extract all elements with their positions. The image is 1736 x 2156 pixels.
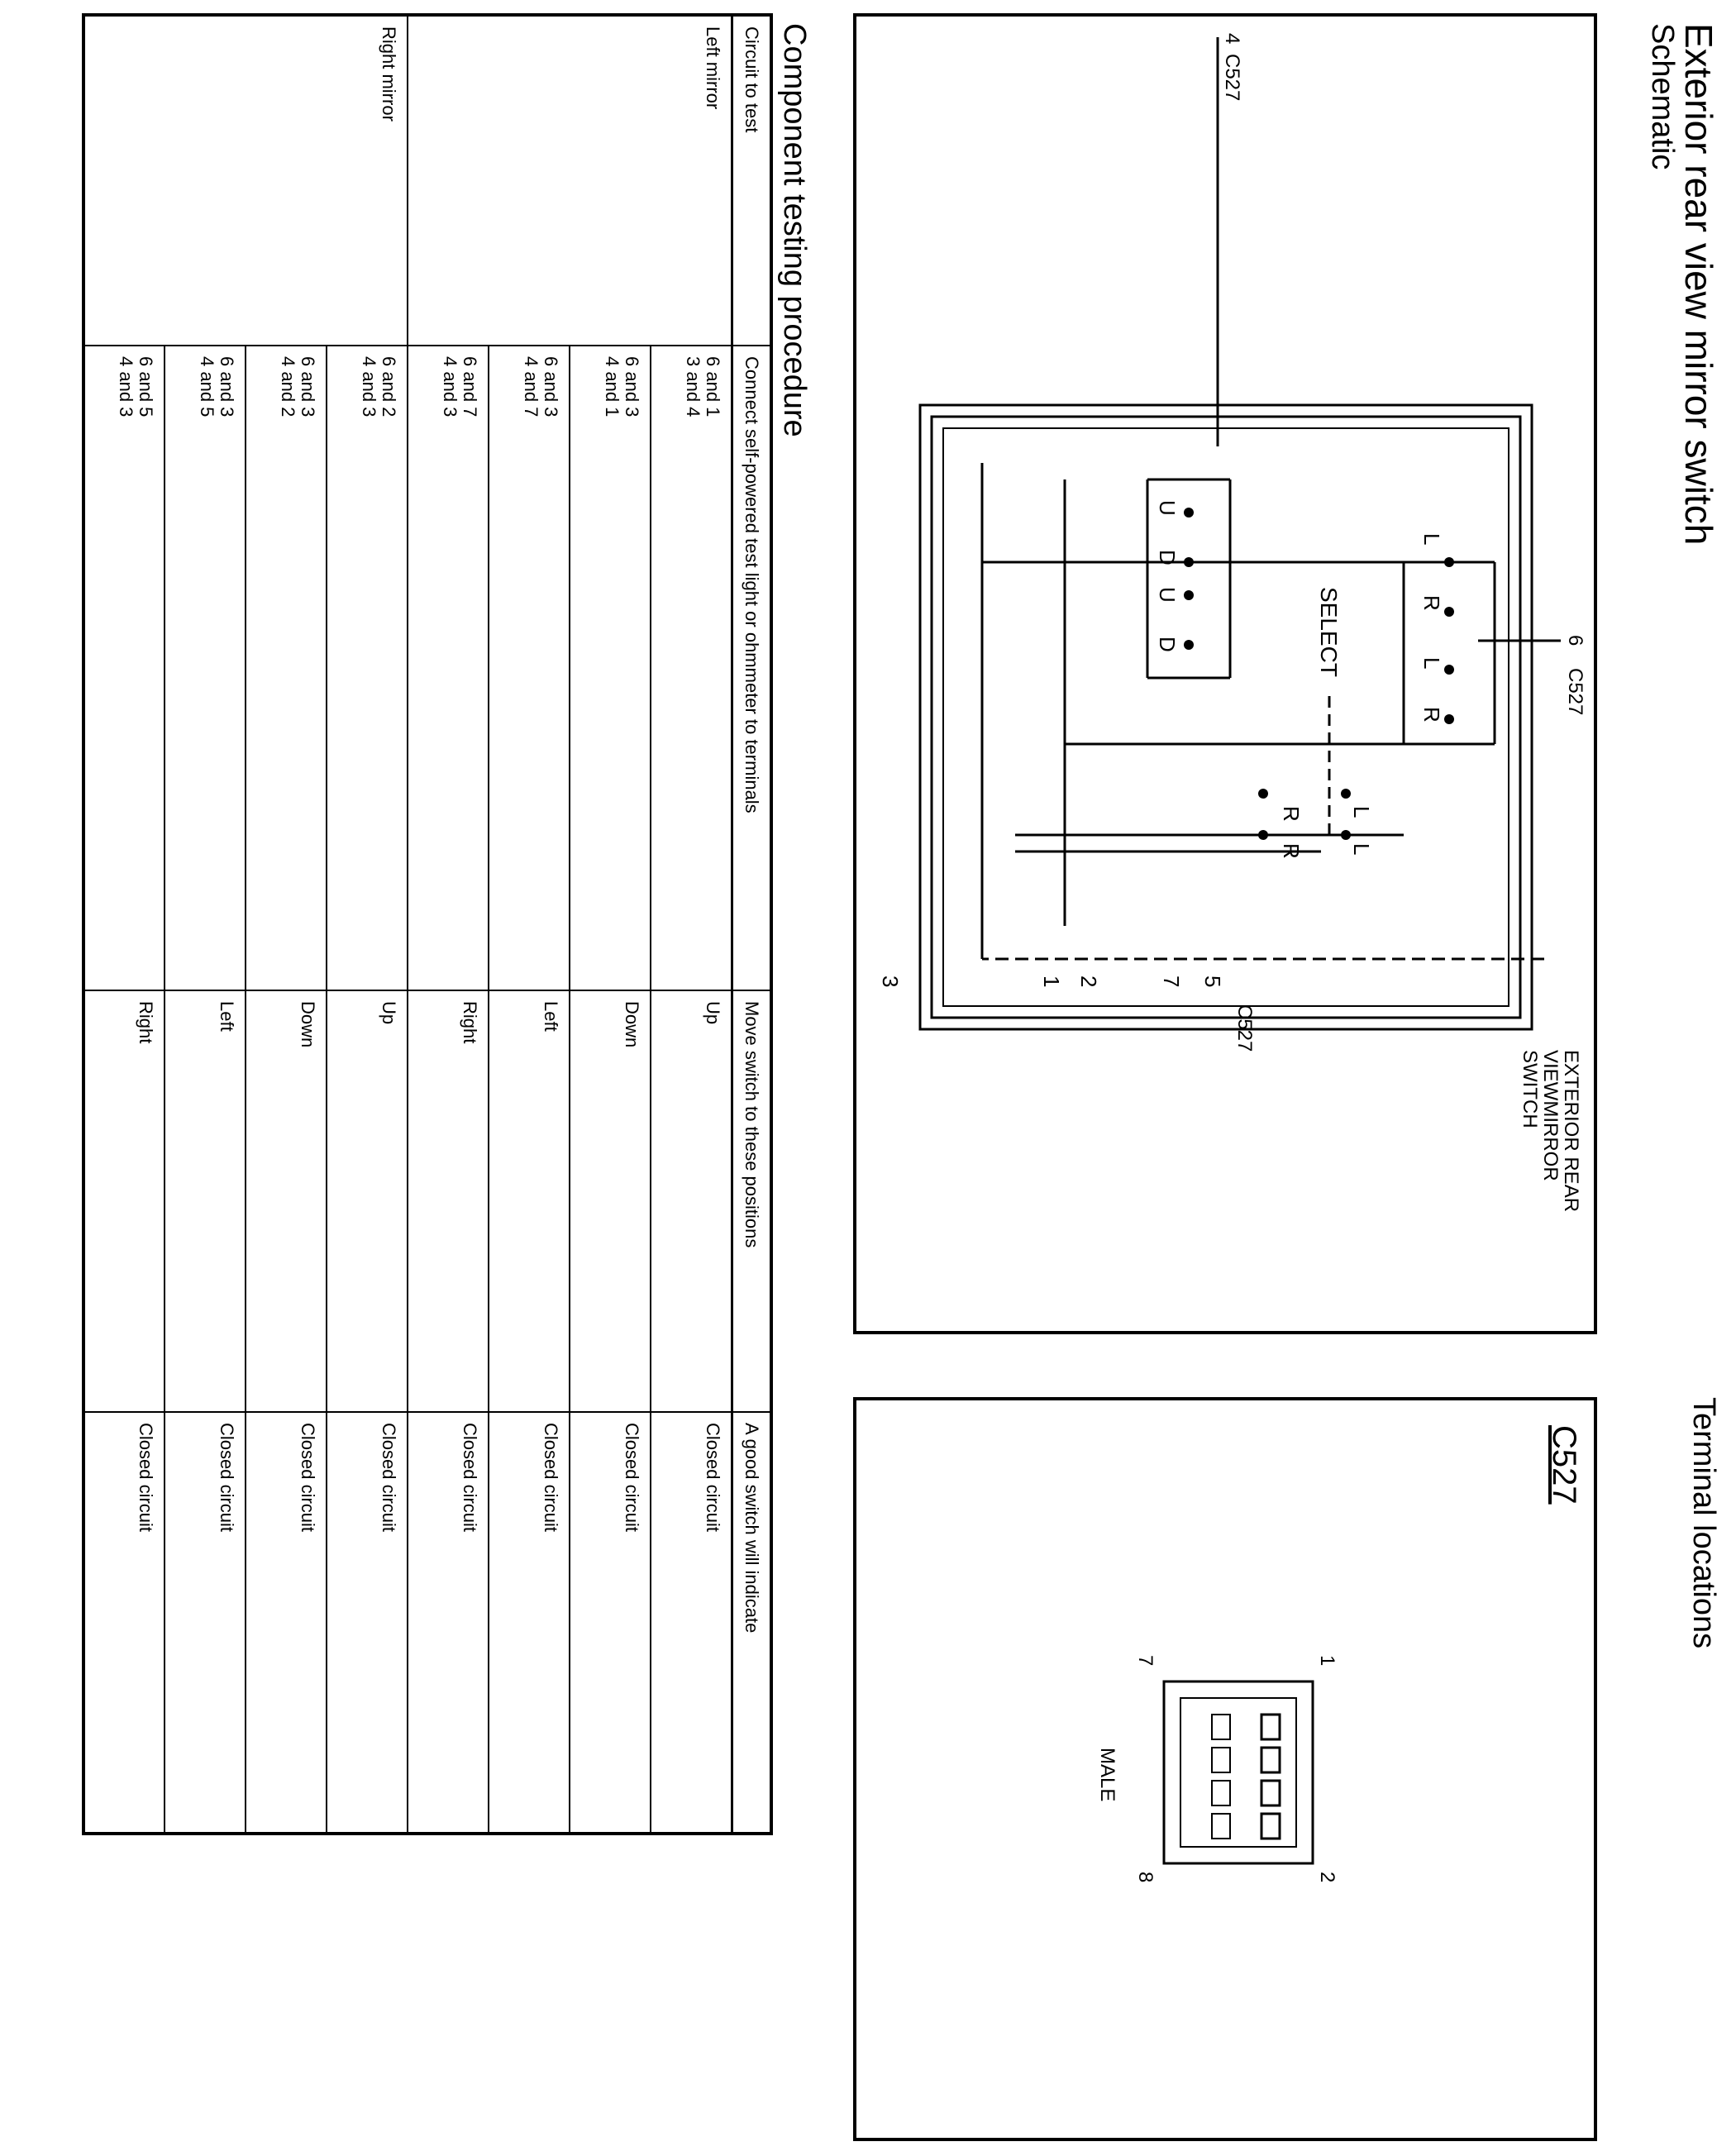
contact-dot — [1341, 830, 1351, 840]
schematic-heading: Schematic — [1645, 23, 1680, 170]
pin-number-7: 7 — [1134, 1655, 1157, 1667]
select-contact-l: L — [1349, 806, 1374, 818]
terminal-panel — [853, 1397, 1597, 2141]
position-cell: Down — [570, 990, 651, 1412]
connector-gender: MALE — [1096, 1748, 1118, 1802]
terminals-cell: 6 and 3 4 and 7 — [489, 346, 570, 990]
procedure-heading: Component testing procedure — [777, 23, 812, 437]
bottom-pin-2: 2 — [1076, 975, 1101, 988]
result-cell: Closed circuit — [84, 1412, 165, 1834]
col-header-positions: Move switch to these positions — [732, 990, 772, 1412]
connector-housing — [1164, 1681, 1313, 1863]
circuit-cell: Right mirror — [84, 15, 408, 346]
contact-label-l: L — [1419, 533, 1444, 546]
contact-dot — [1444, 665, 1454, 675]
position-cell: Up — [327, 990, 408, 1412]
bottom-pin-7: 7 — [1159, 975, 1184, 988]
position-cell: Up — [651, 990, 732, 1412]
terminals-cell: 6 and 3 4 and 1 — [570, 346, 651, 990]
bottom-pin-3: 3 — [878, 975, 903, 988]
position-cell: Right — [84, 990, 165, 1412]
table-row — [651, 15, 732, 1834]
left-connector-label: C527 — [1221, 54, 1243, 102]
terminal-pin — [1212, 1781, 1230, 1805]
result-cell: Closed circuit — [489, 1412, 570, 1834]
left-pin-label: 4 — [1221, 33, 1243, 45]
position-cell: Down — [246, 990, 327, 1412]
contact-label-r: R — [1419, 707, 1444, 723]
terminal-pin — [1261, 1781, 1280, 1805]
table-header-row — [732, 15, 772, 1834]
bottom-pin-5: 5 — [1200, 975, 1225, 988]
pin-number-8: 8 — [1134, 1872, 1157, 1883]
col-header-terminals: Connect self-powered test light or ohmmeter to terminals — [732, 346, 772, 990]
result-cell: Closed circuit — [327, 1412, 408, 1834]
bottom-pin-1: 1 — [1039, 975, 1064, 988]
contact-dot — [1184, 590, 1194, 600]
select-contact-r: R — [1279, 843, 1304, 859]
result-cell: Closed circuit — [165, 1412, 246, 1834]
select-contact-r: R — [1279, 806, 1304, 822]
contact-label-u: U — [1155, 587, 1180, 603]
terminal-pin — [1212, 1715, 1230, 1739]
terminals-cell: 6 and 1 3 and 4 — [651, 346, 732, 990]
table-row — [327, 15, 408, 1834]
contact-dot — [1184, 508, 1194, 518]
terminals-cell: 6 and 2 4 and 3 — [327, 346, 408, 990]
circuit-cell: Left mirror — [408, 15, 732, 346]
col-header-circuit: Circuit to test — [732, 15, 772, 346]
bottom-connector-label: C527 — [1233, 1004, 1256, 1052]
contact-label-r: R — [1419, 595, 1444, 611]
terminal-pin — [1261, 1748, 1280, 1772]
page-title: Exterior rear view mirror switch — [1677, 23, 1720, 546]
select-contact-l: L — [1349, 843, 1374, 856]
connector-face — [1131, 1648, 1346, 1896]
contact-label-d: D — [1155, 550, 1180, 565]
terminal-connector-label: C527 — [1546, 1425, 1582, 1505]
terminals-cell: 6 and 7 4 and 3 — [408, 346, 489, 990]
result-cell: Closed circuit — [246, 1412, 327, 1834]
pin-number-1: 1 — [1316, 1655, 1338, 1667]
contact-dot — [1444, 607, 1454, 617]
result-cell: Closed circuit — [651, 1412, 732, 1834]
switch-label-line-3: SWITCH — [1519, 1050, 1541, 1128]
terminal-pin — [1212, 1814, 1230, 1839]
position-cell: Left — [489, 990, 570, 1412]
pin-number-2: 2 — [1316, 1872, 1338, 1883]
terminals-cell: 6 and 3 4 and 5 — [165, 346, 246, 990]
terminal-pin — [1261, 1814, 1280, 1839]
contact-dot — [1184, 640, 1194, 650]
terminals-cell: 6 and 5 4 and 3 — [84, 346, 165, 990]
top-connector-label: C527 — [1564, 668, 1586, 716]
contact-dot — [1341, 789, 1351, 799]
select-label: SELECT — [1316, 587, 1342, 677]
contact-dot — [1258, 789, 1268, 799]
procedure-table — [83, 13, 774, 1835]
col-header-result: A good switch will indicate — [732, 1412, 772, 1834]
top-pin-label: 6 — [1564, 635, 1586, 646]
position-cell: Left — [165, 990, 246, 1412]
terminal-pin — [1261, 1715, 1280, 1739]
switch-label-line-2: VIEWMIRROR — [1539, 1050, 1562, 1181]
switch-label-line-1: EXTERIOR REAR — [1560, 1050, 1582, 1213]
contact-dot — [1444, 557, 1454, 567]
contact-label-l: L — [1419, 657, 1444, 670]
contact-label-u: U — [1155, 500, 1180, 516]
result-cell: Closed circuit — [408, 1412, 489, 1834]
terminals-cell: 6 and 3 4 and 2 — [246, 346, 327, 990]
terminal-heading: Terminal locations — [1686, 1397, 1721, 1649]
terminal-pin — [1212, 1748, 1230, 1772]
contact-label-d: D — [1155, 637, 1180, 652]
contact-dot — [1444, 714, 1454, 724]
schematic-panel — [853, 13, 1597, 1334]
position-cell: Right — [408, 990, 489, 1412]
schematic-diagram — [856, 17, 1594, 1331]
result-cell: Closed circuit — [570, 1412, 651, 1834]
contact-dot — [1258, 830, 1268, 840]
